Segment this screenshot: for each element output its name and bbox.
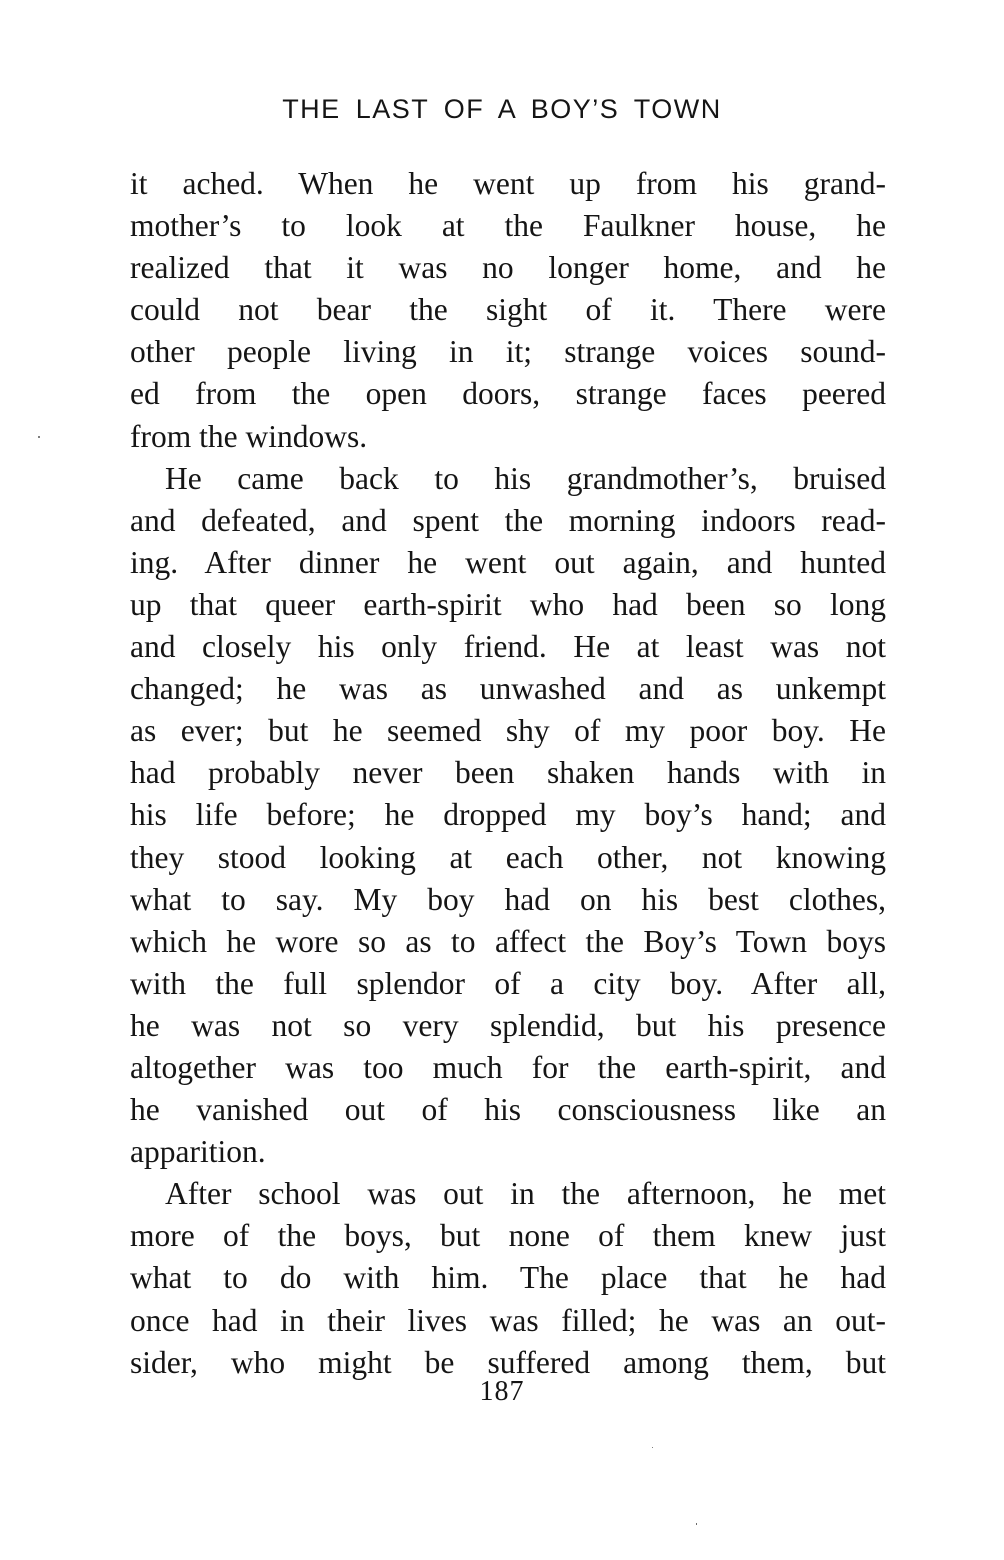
- scan-speck: [652, 1447, 653, 1448]
- paragraph-3: [130, 1173, 886, 1383]
- text-line: apparition.: [130, 1134, 266, 1170]
- text-line: what to do with him. The place that he had: [130, 1260, 886, 1296]
- paragraph-2: [130, 458, 886, 1174]
- scan-speck: [696, 1523, 697, 1525]
- text-line: which he wore so as to affect the Boy’s Town boys: [130, 923, 886, 959]
- text-line: as ever; but he seemed shy of my poor boy. He: [130, 713, 886, 749]
- text-line: changed; he was as unwashed and as unkempt: [130, 671, 886, 707]
- text-line: could not bear the sight of it. There were: [130, 292, 886, 328]
- text-line: other people living in it; strange voices sound-: [130, 334, 886, 370]
- text-line: mother’s to look at the Faulkner house, he: [130, 208, 886, 244]
- text-line: had probably never been shaken hands with in: [130, 755, 886, 791]
- text-line: more of the boys, but none of them knew just: [130, 1218, 886, 1254]
- text-line: it ached. When he went up from his grand-: [130, 166, 886, 201]
- text-line: After school was out in the afternoon, he met: [165, 1176, 886, 1212]
- text-line: ing. After dinner he went out again, and hunted: [130, 544, 886, 580]
- text-line: he vanished out of his consciousness like an: [130, 1092, 886, 1128]
- text-line: ed from the open doors, strange faces peered: [130, 376, 886, 412]
- paragraph-1: [130, 163, 886, 458]
- running-head: THE LAST OF A BOY’S TOWN: [282, 94, 722, 124]
- text-line: with the full splendor of a city boy. After all,: [130, 965, 886, 1001]
- text-line: realized that it was no longer home, and he: [130, 250, 886, 286]
- text-line: what to say. My boy had on his best clothes,: [130, 881, 886, 917]
- text-line: sider, who might be suffered among them, but: [130, 1344, 886, 1380]
- text-line: and closely his only friend. He at least was not: [130, 629, 886, 665]
- text-line: and defeated, and spent the morning indoors read-: [130, 502, 886, 538]
- text-line: altogether was too much for the earth-spirit, and: [130, 1049, 886, 1085]
- text-line: up that queer earth-spirit who had been so long: [130, 586, 886, 622]
- text-line: his life before; he dropped my boy’s hand; and: [130, 797, 886, 833]
- page-number: 187: [479, 1376, 525, 1407]
- text-line: from the windows.: [130, 418, 368, 454]
- body-text: [130, 163, 886, 1384]
- scan-speck: [38, 436, 40, 438]
- text-line: once had in their lives was filled; he was an out-: [130, 1302, 886, 1338]
- text-line: he was not so very splendid, but his presence: [130, 1007, 886, 1043]
- text-line: they stood looking at each other, not knowing: [130, 839, 886, 875]
- text-line: He came back to his grandmother’s, bruised: [165, 460, 886, 496]
